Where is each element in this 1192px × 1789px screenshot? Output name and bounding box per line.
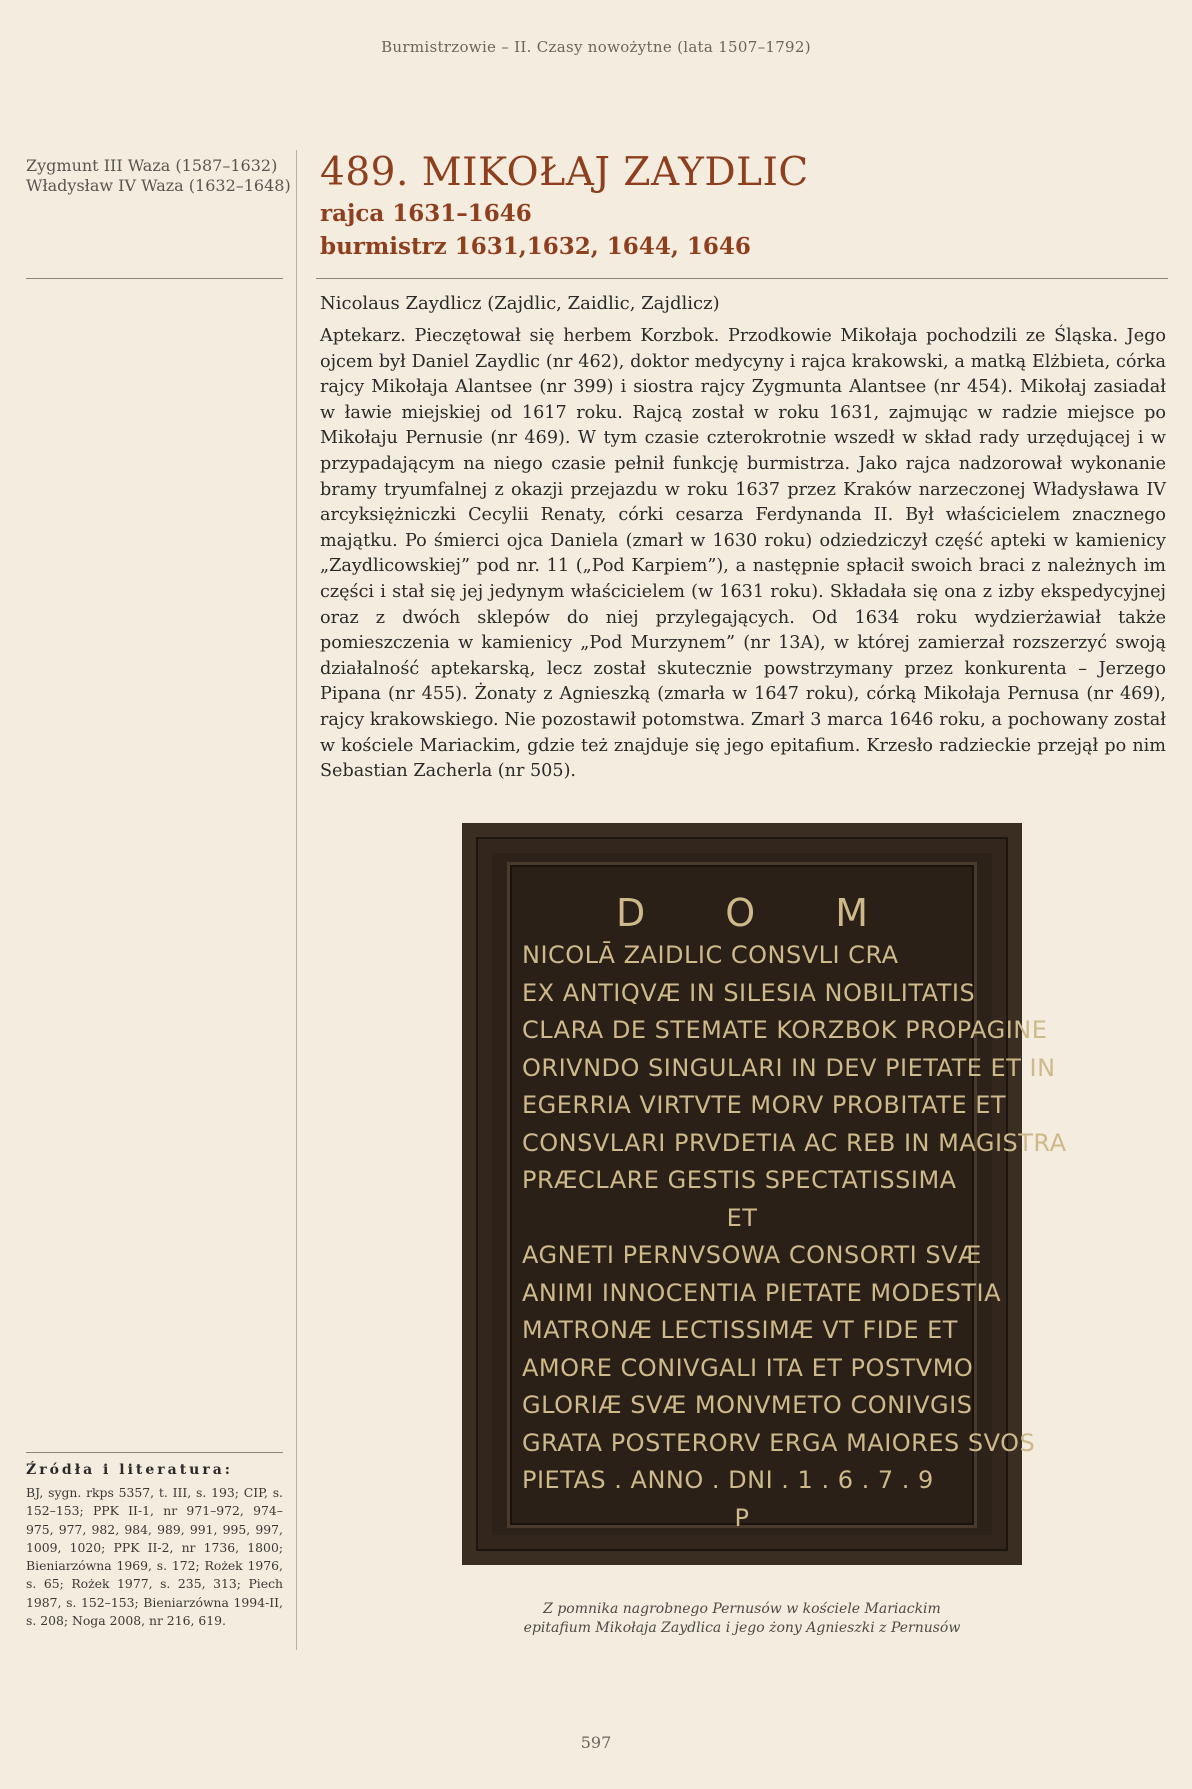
name-variants: Nicolaus Zaydlicz (Zajdlic, Zaidlic, Zajdlicz): [320, 293, 720, 314]
inscription-line: ORIVNDO SINGULARI IN DEV PIETATE ET IN: [522, 1053, 1056, 1082]
image-caption: [462, 1600, 1022, 1638]
header-divider: [316, 278, 1168, 279]
page-number: 597: [580, 1733, 612, 1752]
inscription-line: CONSVLARI PRVDETIA AC REB IN MAGISTRA: [522, 1128, 1067, 1157]
entry-office-line: burmistrz 1631,1632, 1644, 1646: [320, 233, 751, 260]
inscription-line: PRÆCLARE GESTIS SPECTATISSIMA: [522, 1166, 957, 1194]
inscription-line: MATRONÆ LECTISSIMÆ VT FIDE ET: [522, 1316, 958, 1344]
sources-text: BJ, sygn. rkps 5357, t. III, s. 193; CIP, s. 152–153; PPK II-1, nr 971–972, 974–975, 977, 982, 984, 989, 991, 995, 997, 1009, 1020; PPK II-2, nr 1736, 1800; Bieniarzówna 1969, s. 172; Rożek 1976, s. 65; Rożek 1977, s. 235, 313; Piech 1987, s. 152–153; Bieniarzówna 1994-II, s. 208; Noga 2008, nr 216, 619.: [26, 1485, 283, 1629]
entry-office-line: rajca 1631–1646: [320, 200, 532, 227]
inscription-line: P: [734, 1503, 750, 1532]
column-divider: [296, 150, 297, 1650]
sidebar-reign-list: [26, 156, 291, 196]
entry-title: 489. MIKOŁAJ ZAYDLIC: [320, 150, 809, 195]
epitaph-inscription: [522, 889, 1067, 1537]
sources-divider: [26, 1452, 283, 1453]
inscription-line: ANIMI INNOCENTIA PIETATE MODESTIA: [522, 1278, 1002, 1307]
biography: [320, 324, 1166, 785]
inscription-line: NICOLĀ ZAIDLIC CONSVLI CRA: [522, 941, 899, 969]
inscription-line: ET: [726, 1203, 758, 1232]
inscription-line: GLORIÆ SVÆ MONVMETO CONIVGIS: [522, 1391, 973, 1419]
sidebar-reign-line: Władysław IV Waza (1632–1648): [26, 176, 291, 195]
caption-line: Z pomnika nagrobnego Pernusów w kościele Mariackim: [543, 1601, 941, 1617]
caption-line: epitafium Mikołaja Zaydlica i jego żony Agnieszki z Pernusów: [523, 1620, 961, 1636]
sidebar-divider: [26, 278, 283, 279]
epitaph-plaque-image: [462, 823, 1067, 1565]
inscription-line: CLARA DE STEMATE KORZBOK PROPAGINE: [522, 1016, 1048, 1044]
inscription-line: GRATA POSTERORV ERGA MAIORES SVOS: [522, 1428, 1036, 1457]
sources-heading: Źródła i literatura:: [26, 1462, 233, 1478]
inscription-line: D O M: [615, 891, 903, 935]
inscription-line: EGERRIA VIRTVTE MORV PROBITATE ET: [522, 1091, 1007, 1119]
sidebar-reign-line: Zygmunt III Waza (1587–1632): [26, 156, 278, 175]
running-head: Burmistrzowie – II. Czasy nowożytne (lata 1507–1792): [381, 38, 811, 56]
inscription-line: PIETAS . ANNO . DNI . 1 . 6 . 7 . 9: [522, 1466, 934, 1494]
inscription-line: AMORE CONIVGALI ITA ET POSTVMO: [522, 1353, 974, 1382]
biography-text: Aptekarz. Pieczętował się herbem Korzbok. Przodkowie Mikołaja pochodzili ze Śląska. Jego ojcem był Daniel Zaydlic (nr 462), doktor medycyny i rajca krakowski, a matką Elżbieta, córka rajcy Mikołaja Alantsee (nr 399) i siostra rajcy Zygmunta Alantsee (nr 454). Mikołaj zasiadał w ławie miejskiej od 1617 roku. Rajcą został w roku 1631, zajmując w radzie miejsce po Mikołaju Pernusie (nr 469). W tym czasie czterokrotnie wszedł w skład rady urzędującej i w przypadającym na niego czasie pełnił funkcję burmistrza. Jako rajca nadzorował wykonanie bramy tryumfalnej z okazji przejazdu w roku 1637 przez Kraków narzeczonej Władysława IV arcyksiężniczki Cecylii Renaty, córki cesarza Ferdynanda II. Był właścicielem znacznego majątku. Po śmierci ojca Daniela (zmarł w 1630 roku) odziedziczył część apteki w kamienicy „Zaydlicowskiej” pod nr. 11 („Pod Karpiem”), a następnie spłacił swoich braci z należnych im części i stał się jej jedynym właścicielem (w 1631 roku). Składała się ona z izby ekspedycyjnej oraz z dwóch sklepów do niej przylegających. Od 1634 roku wydzierżawiał także pomieszczenia w kamienicy „Pod Murzynem” (nr 13A), w której zamierzał rozszerzyć swoją działalność aptekarską, lecz został skutecznie powstrzymany przez konkurenta – Jerzego Pipana (nr 455). Żonaty z Agnieszką (zmarła w 1647 roku), córką Mikołaja Pernusa (nr 469), rajcy krakowskiego. Nie pozostawił potomstwa. Zmarł 3 marca 1646 roku, a pochowany został w kościele Mariackim, gdzie też znajduje się jego epitafium. Krzesło radzieckie przejął po nim Sebastian Zacherla (nr 505).: [320, 326, 1166, 782]
inscription-line: EX ANTIQVÆ IN SILESIA NOBILITATIS: [522, 978, 976, 1007]
inscription-line: AGNETI PERNVSOWA CONSORTI SVÆ: [522, 1241, 982, 1269]
